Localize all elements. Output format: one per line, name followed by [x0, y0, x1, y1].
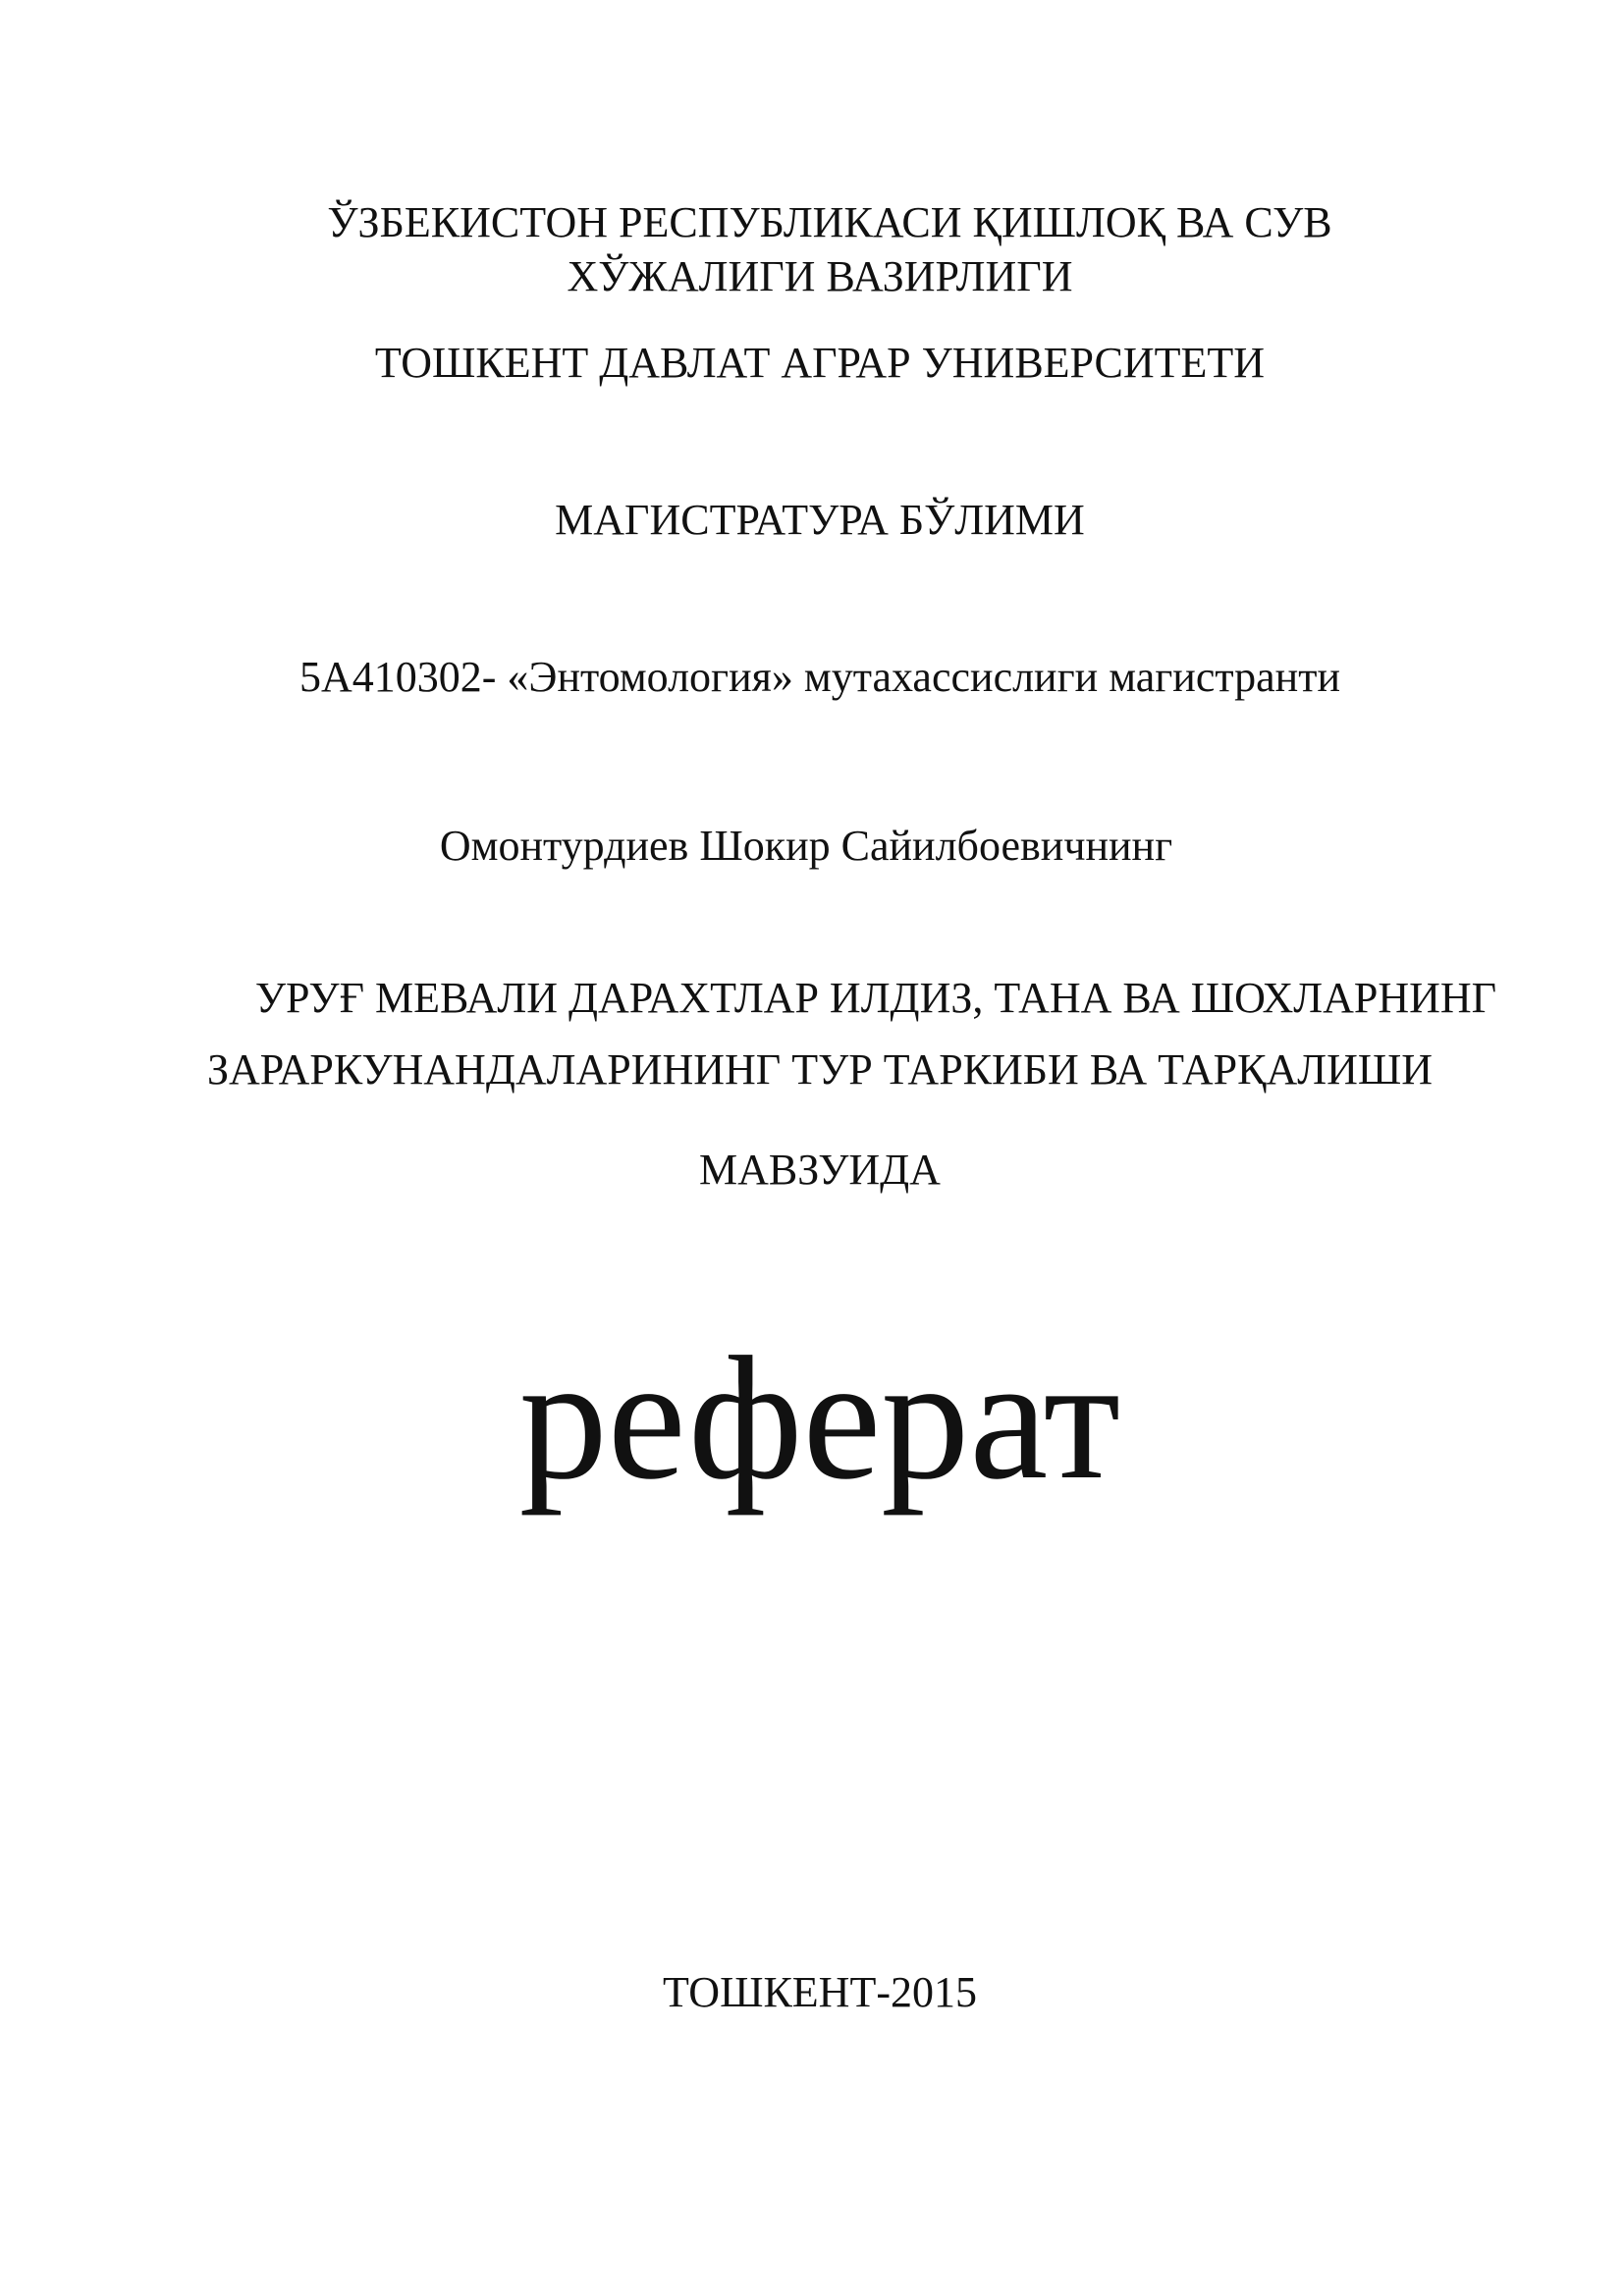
- topic-line-2: ЗАРАРКУНАНДАЛАРИНИНГ ТУР ТАРКИБИ ВА ТАРҚАЛИШИ: [206, 1045, 1434, 1094]
- footer-city-year: ТОШКЕНТ-2015: [663, 1968, 977, 2016]
- specialty-line: 5А410302- «Энтомология» мутахассислиги магистранти: [298, 653, 1341, 701]
- university-name: ТОШКЕНТ ДАВЛАТ АГРАР УНИВЕРСИТЕТИ: [374, 339, 1266, 387]
- ministry-line-2: ХЎЖАЛИГИ ВАЗИРЛИГИ: [567, 252, 1073, 300]
- department-name: МАГИСТРАТУРА БЎЛИМИ: [555, 496, 1085, 544]
- student-name: Омонтурдиев Шокир Сайилбоевичнинг: [439, 822, 1173, 870]
- ministry-line-1: ЎЗБЕКИСТОН РЕСПУБЛИКАСИ ҚИШЛОҚ ВА СУВ: [327, 198, 1332, 246]
- topic-line-1: УРУҒ МЕВАЛИ ДАРАХТЛАР ИЛДИЗ, ТАНА ВА ШОХЛАРНИНГ: [254, 974, 1497, 1022]
- topic-suffix: МАВЗУИДА: [699, 1146, 941, 1194]
- document-type-title: реферат: [518, 1320, 1121, 1516]
